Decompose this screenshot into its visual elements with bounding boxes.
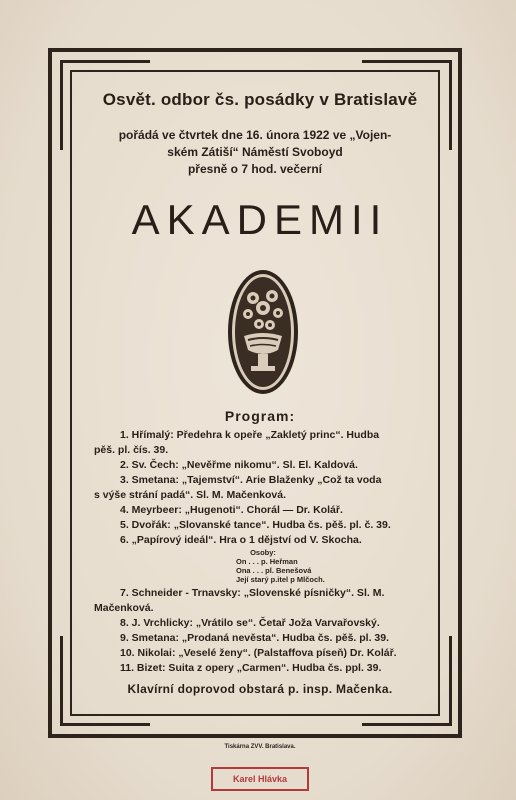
ownership-stamp: Karel Hlávka — [211, 767, 309, 791]
corner-ornament — [449, 636, 452, 726]
cast-member: Ona . . . pl. Benešová — [236, 566, 312, 575]
program-item: 8. J. Vrchlicky: „Vrátilo se“. Četař Joža Varvařovský. — [120, 617, 380, 629]
organizer-heading: Osvět. odbor čs. posádky v Bratislavě — [102, 90, 418, 109]
program-item: 1. Hřímalý: Předehra k opeře „Zakletý princ“. Hudba — [120, 429, 380, 441]
program-item: 5. Dvořák: „Slovanské tance“. Hudba čs. pěš. pl. č. 39. — [120, 519, 391, 531]
accompaniment-note: Klavírní doprovod obstará p. insp. Mačenka. — [127, 682, 393, 696]
program-item: 11. Bizet: Suita z opery „Carmen“. Hudba čs. ppl. 39. — [120, 662, 382, 674]
program-item: 7. Schneider - Trnavsky: „Slovenské písničky“. Sl. M. — [120, 587, 385, 599]
corner-ornament — [60, 636, 63, 726]
program-item: 10. Nikolai: „Veselé ženy“. (Palstaffova píseň) Dr. Kolář. — [120, 647, 397, 659]
printer-credit: Tiskárna ZVV. Bratislava. — [224, 744, 296, 750]
program-list — [94, 428, 432, 676]
corner-ornament — [362, 60, 452, 63]
intro-line: přesně o 7 hod. večerní — [187, 162, 323, 176]
program-item-cont: pěš. pl. čís. 39. — [94, 444, 169, 456]
flower-vase-emblem — [226, 268, 300, 396]
event-intro — [80, 127, 430, 178]
cast-list — [94, 548, 432, 584]
program-item: 3. Smetana: „Tajemství“. Arie Blaženky „Což ta voda — [120, 474, 382, 486]
cast-member: On . . . p. Heřman — [236, 557, 298, 566]
program-item: 9. Smetana: „Prodaná nevěsta“. Hudba čs. pěš. pl. 39. — [120, 632, 390, 644]
corner-ornament — [60, 723, 150, 726]
corner-ornament — [60, 60, 150, 63]
program-item: 4. Meyrbeer: „Hugenoti“. Chorál — Dr. Kolář. — [120, 504, 343, 516]
program-item: 6. „Papírový ideál“. Hra o 1 dějství od V. Skocha. — [120, 534, 362, 546]
program-item: 2. Sv. Čech: „Nevěřme nikomu“. Sl. El. Kaldová. — [120, 459, 358, 471]
program-item-cont: s výše strání padá“. Sl. M. Mačenková. — [94, 489, 286, 501]
program-item-cont: Mačenková. — [94, 602, 154, 614]
intro-line: ském Zátiší“ Náměstí Svoboyd — [167, 145, 343, 159]
event-title: AKADEMII — [131, 196, 389, 243]
cast-heading: Osoby: — [250, 548, 276, 557]
corner-ornament — [362, 723, 452, 726]
intro-line: pořádá ve čtvrtek dne 16. února 1922 ve „Vojen- — [118, 128, 392, 142]
cast-member: Její starý p.itel p Mlčoch. — [236, 575, 325, 584]
program-heading: Program: — [224, 408, 296, 424]
